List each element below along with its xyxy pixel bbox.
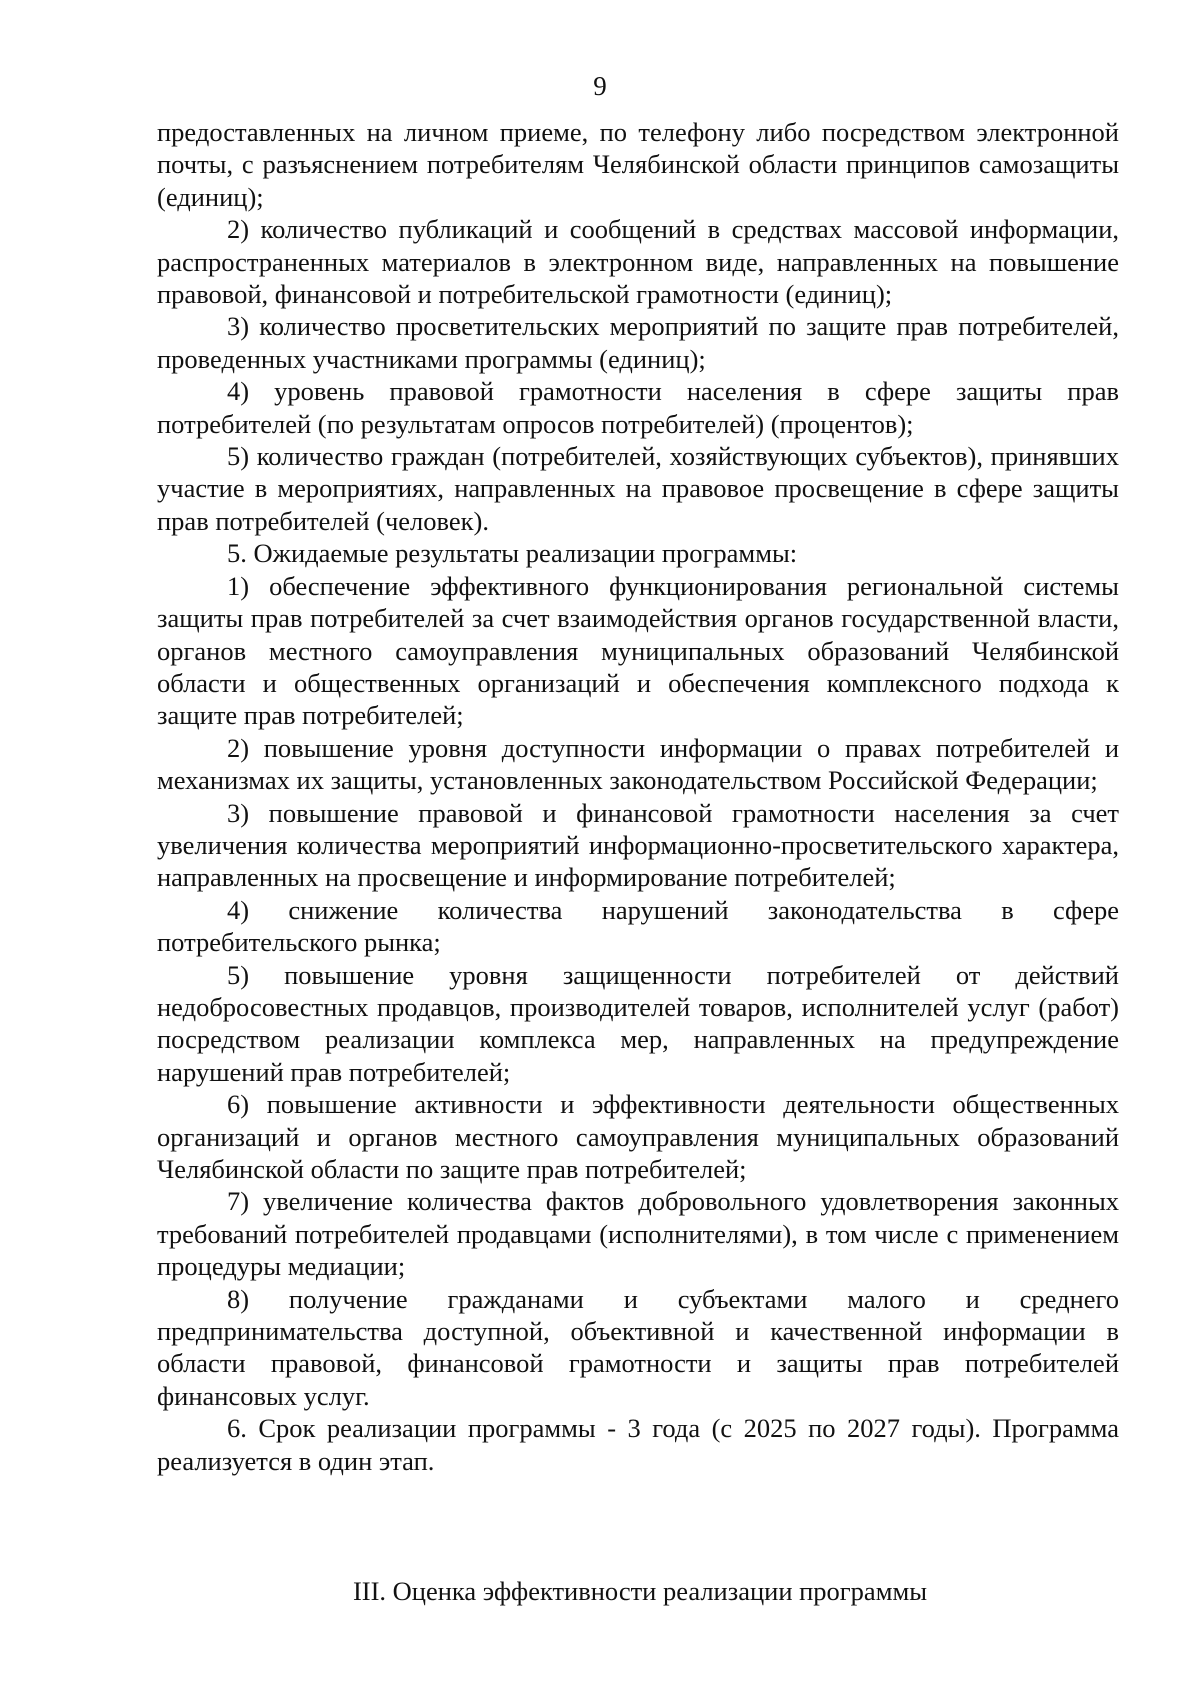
list-item-result-4: 4) снижение количества нарушений законодательства в сфере потребительского рынка; <box>157 894 1119 958</box>
list-item-result-3: 3) повышение правовой и финансовой грамотности населения за счет увеличения количества мероприятий информационно-просветительского характера, направленных на просвещение и информирование потребителей; <box>157 797 1119 893</box>
program-term-paragraph: 6. Срок реализации программы - 3 года (с 2025 по 2027 годы). Программа реализуется в один этап. <box>157 1413 1119 1476</box>
list-item-result-6: 6) повышение активности и эффективности деятельности общественных организаций и органов местного самоуправления муниципальных образований Челябинской области по защите прав потребителей; <box>157 1089 1119 1184</box>
section-heading: III. Оценка эффективности реализации программы <box>352 1576 928 1606</box>
list-item-indicator-5: 5) количество граждан (потребителей, хозяйствующих субъектов), принявших участие в мероприятиях, направленных на правовое просвещение в сфере защиты прав потребителей (человек). <box>157 441 1119 536</box>
list-item-result-7: 7) увеличение количества фактов добровольного удовлетворения законных требований потребителей продавцами (исполнителями), в том числе с применением процедуры медиации; <box>157 1186 1119 1282</box>
list-item-indicator-4: 4) уровень правовой грамотности населения в сфере защиты прав потребителей (по результатам опросов потребителей) (процентов); <box>157 376 1119 439</box>
list-item-result-2: 2) повышение уровня доступности информации о правах потребителей и механизмах их защиты, установленных законодательством Российской Федерации; <box>157 732 1119 796</box>
list-item-result-1: 1) обеспечение эффективного функционирования региональной системы защиты прав потребителей за счет взаимодействия органов государственной власти, органов местного самоуправления муниципальных образований Челябинской области и общественных организаций и обеспечения комплексного подхода к защите прав потребителей; <box>157 570 1119 731</box>
list-item-result-5: 5) повышение уровня защищенности потребителей от действий недобросовестных продавцов, производителей товаров, исполнителей услуг (работ) посредством реализации комплекса мер, направленных на предупреждение нарушений прав потребителей; <box>157 959 1119 1087</box>
list-item-indicator-2: 2) количество публикаций и сообщений в средствах массовой информации, распространенных материалов в электронном виде, направленных на повышение правовой, финансовой и потребительской грамотности (единиц); <box>157 214 1119 310</box>
document-body <box>157 116 1119 1477</box>
section-5-heading: 5. Ожидаемые результаты реализации программы: <box>227 538 798 569</box>
list-item-result-8: 8) получение гражданами и субъектами малого и среднего предпринимательства доступной, объективной и качественной информации в области правовой, финансовой грамотности и защиты прав потребителей финансовых услуг. <box>157 1283 1119 1411</box>
paragraph-continuation: предоставленных на личном приеме, по телефону либо посредством электронной почты, с разъяснением потребителям Челябинской области принципов самозащиты (единиц); <box>157 117 1119 212</box>
list-item-indicator-3: 3) количество просветительских мероприятий по защите прав потребителей, проведенных участниками программы (единиц); <box>157 311 1119 374</box>
page-number: 9 <box>593 71 607 101</box>
